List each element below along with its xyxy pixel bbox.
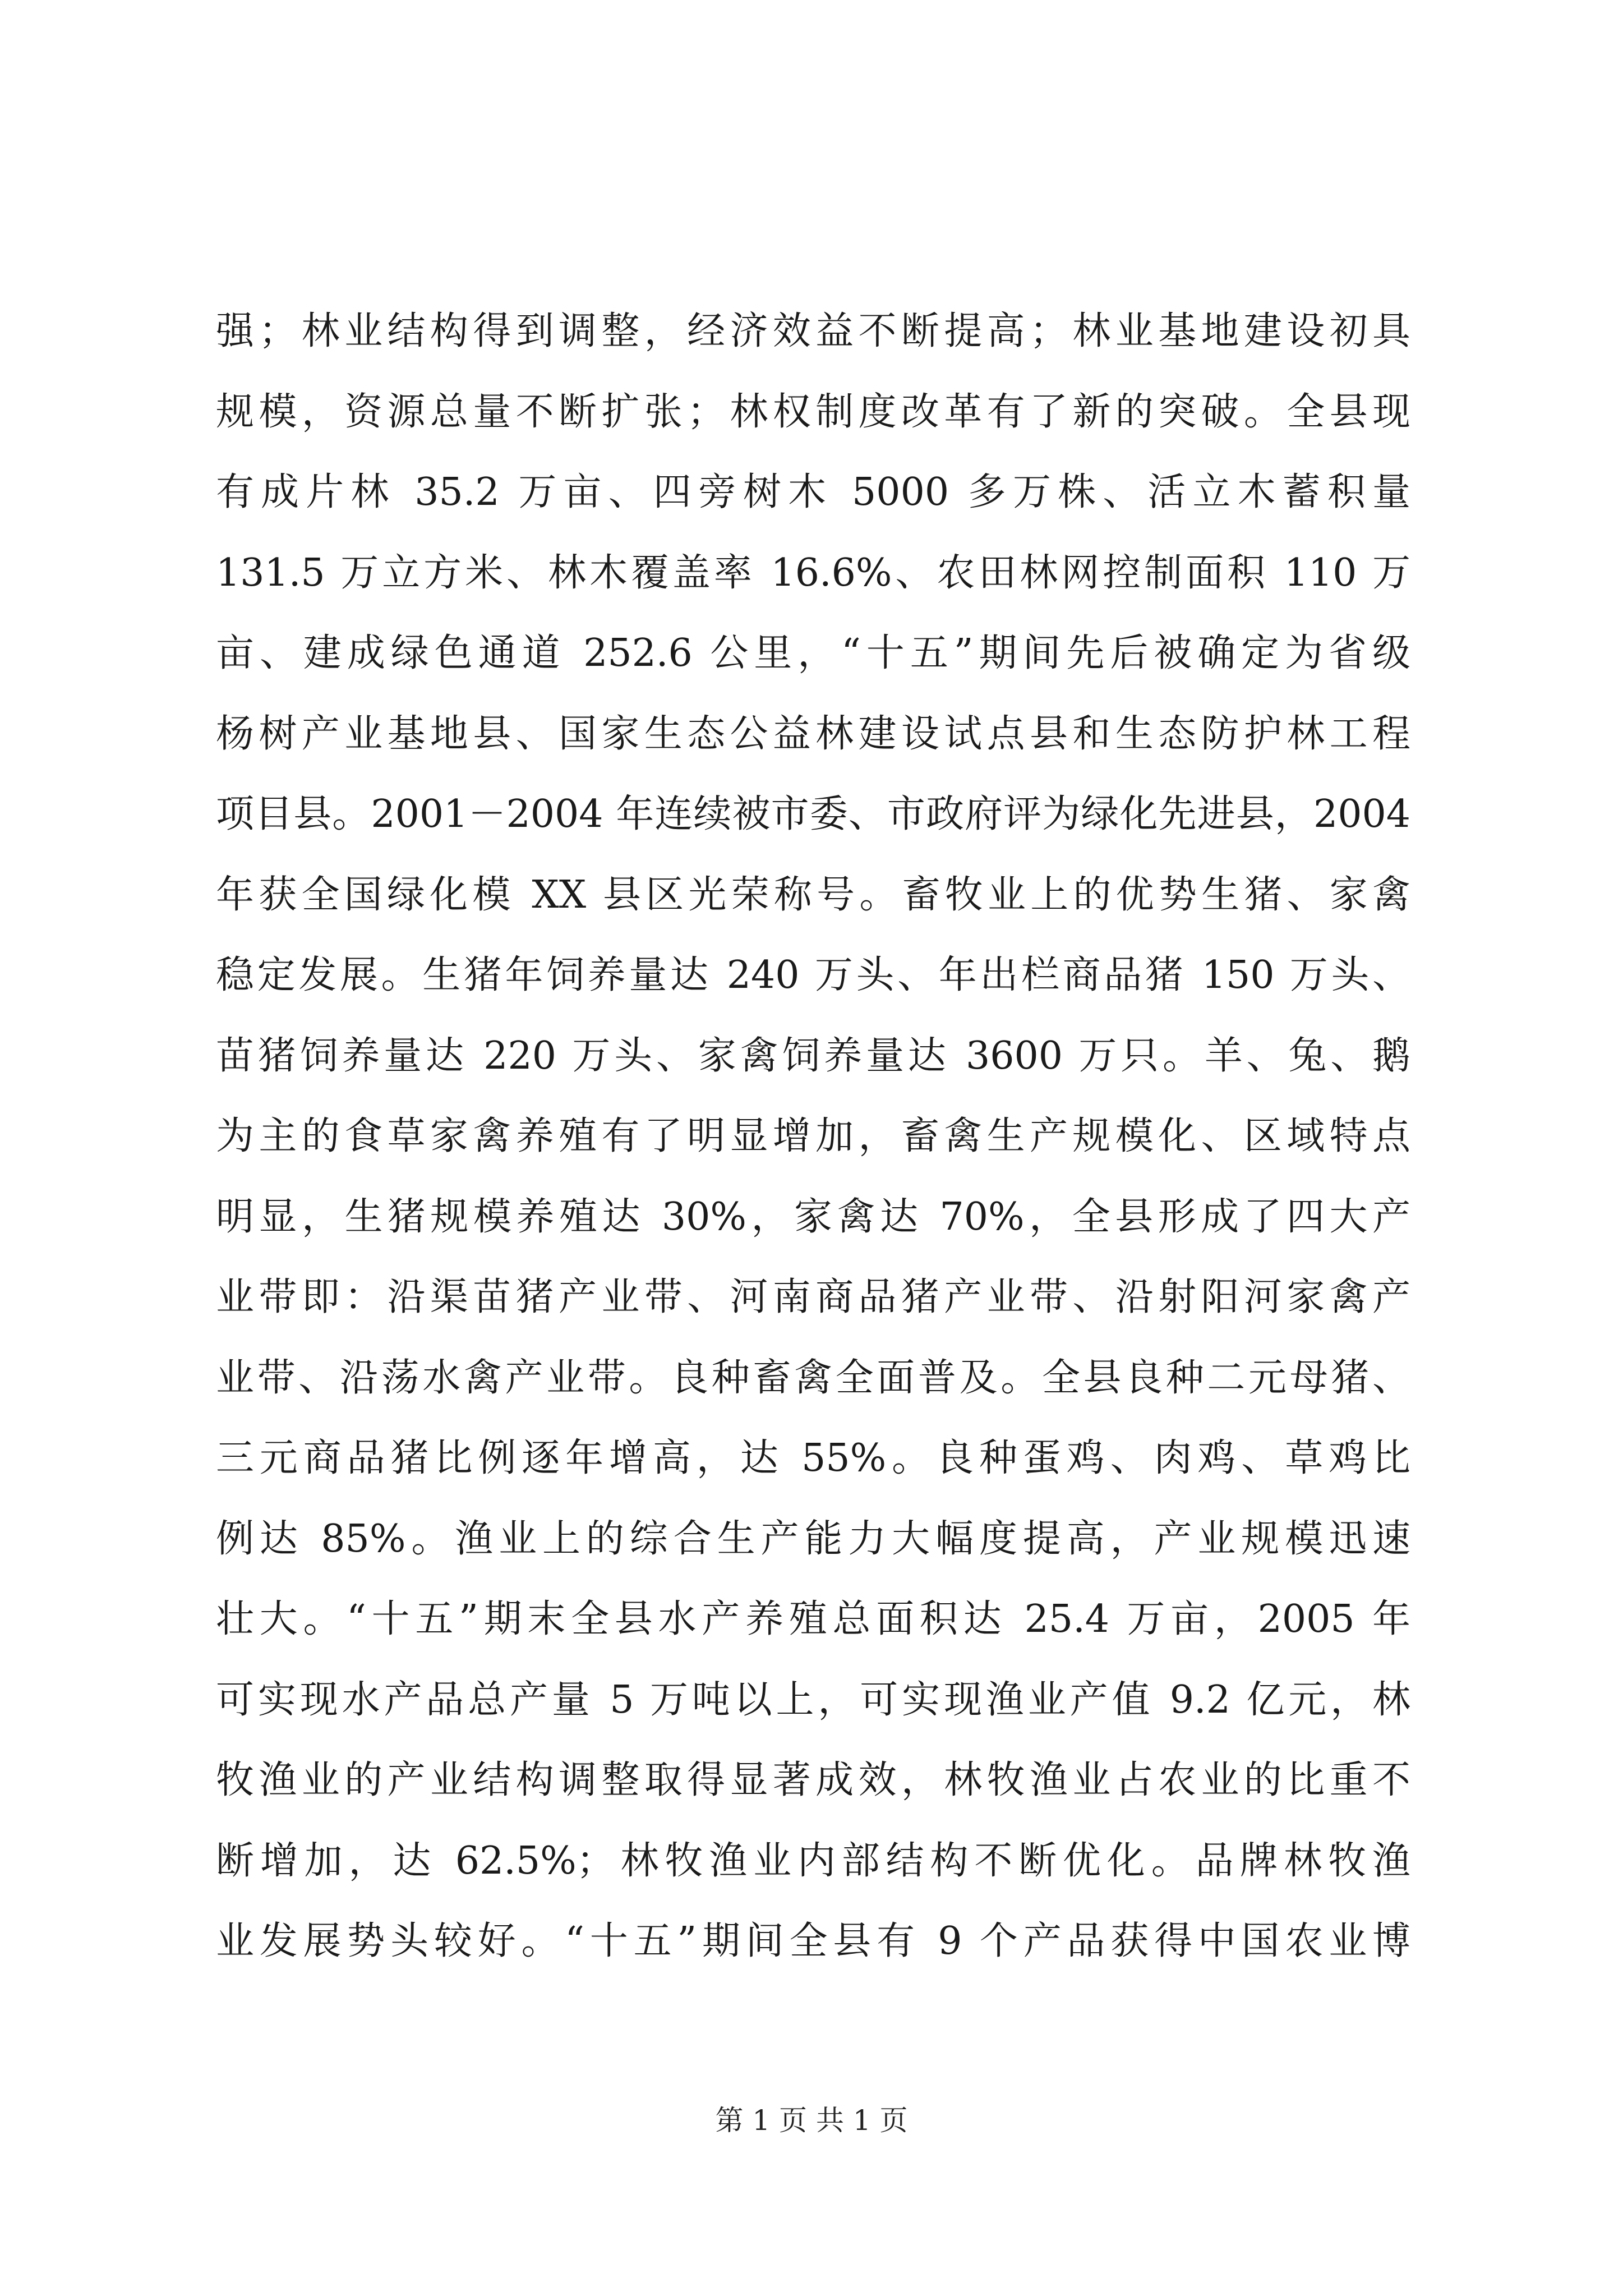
text-line: 为主的食草家禽养殖有了明显增加，畜禽生产规模化、区域特点	[216, 1114, 1410, 1158]
text-line: 业带、沿荡水禽产业带。良种畜禽全面普及。全县良种二元母猪、	[216, 1355, 1410, 1400]
page-footer	[0, 2101, 1623, 2140]
text-line: 年获全国绿化模 XX 县区光荣称号。畜牧业上的优势生猪、家禽	[216, 872, 1410, 917]
page-number-label: 第 1 页 共 1 页	[715, 2104, 908, 2137]
text-line: 例达 85%。渔业上的综合生产能力大幅度提高，产业规模迅速	[216, 1516, 1410, 1561]
text-line: 规模，资源总量不断扩张；林权制度改革有了新的突破。全县现	[216, 389, 1410, 434]
text-line: 杨树产业基地县、国家生态公益林建设试点县和生态防护林工程	[216, 711, 1410, 756]
text-line: 亩、建成绿色通道 252.6 公里，“十五”期间先后被确定为省级	[216, 631, 1410, 675]
text-line: 三元商品猪比例逐年增高，达 55%。良种蛋鸡、肉鸡、草鸡比	[216, 1436, 1410, 1480]
text-line: 可实现水产品总产量 5 万吨以上，可实现渔业产值 9.2 亿元，林	[216, 1677, 1410, 1722]
text-line: 断增加，达 62.5%；林牧渔业内部结构不断优化。品牌林牧渔	[216, 1838, 1410, 1883]
text-line: 业带即：沿渠苗猪产业带、河南商品猪产业带、沿射阳河家禽产	[216, 1275, 1410, 1319]
text-line: 壮大。“十五”期末全县水产养殖总面积达 25.4 万亩，2005 年	[216, 1597, 1410, 1641]
text-line: 项目县。2001－2004 年连续被市委、市政府评为绿化先进县，2004	[216, 792, 1410, 836]
text-line: 强；林业结构得到调整，经济效益不断提高；林业基地建设初具	[216, 309, 1410, 353]
text-line: 苗猪饲养量达 220 万头、家禽饲养量达 3600 万只。羊、兔、鹅	[216, 1033, 1410, 1078]
text-line: 稳定发展。生猪年饲养量达 240 万头、年出栏商品猪 150 万头、	[216, 953, 1410, 997]
text-line: 业发展势头较好。“十五”期间全县有 9 个产品获得中国农业博	[216, 1919, 1410, 1963]
text-line: 有成片林 35.2 万亩、四旁树木 5000 多万株、活立木蓄积量	[216, 470, 1410, 514]
body-paragraph	[216, 291, 1410, 1982]
text-line: 131.5 万立方米、林木覆盖率 16.6%、农田林网控制面积 110 万	[216, 550, 1410, 595]
text-line: 牧渔业的产业结构调整取得显著成效，林牧渔业占农业的比重不	[216, 1758, 1410, 1802]
text-line: 明显，生猪规模养殖达 30%，家禽达 70%，全县形成了四大产	[216, 1194, 1410, 1239]
